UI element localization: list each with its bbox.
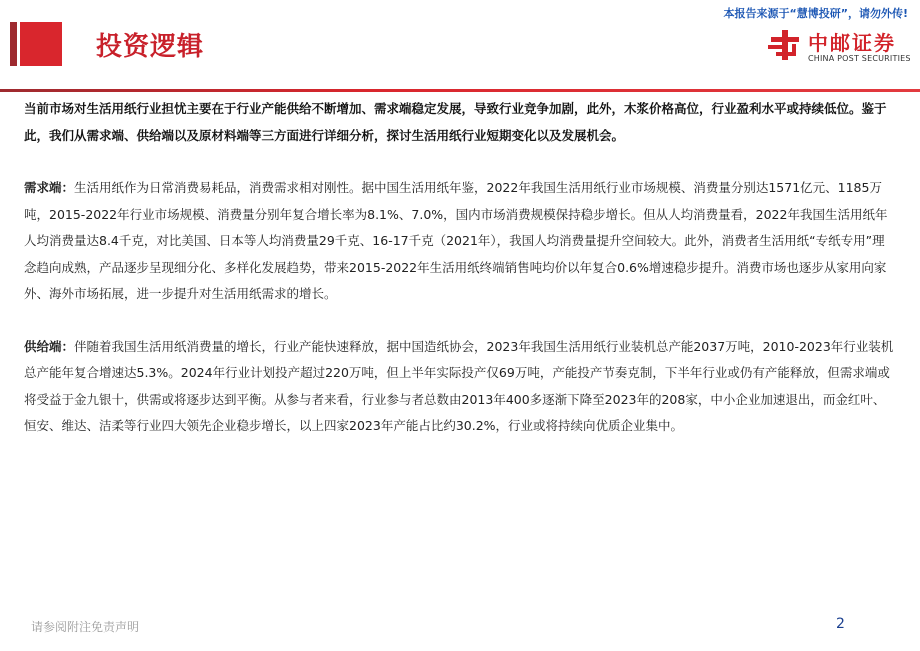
logo-name-en: CHINA POST SECURITIES <box>808 54 911 63</box>
supply-paragraph <box>24 334 894 440</box>
china-post-logo-icon <box>768 28 802 62</box>
supply-text: 伴随着我国生活用纸消费量的增长，行业产能快速释放，据中国造纸协会，2023年我国生活用纸行业装机总产能2037万吨，2010-2023年行业装机总产能年复合增速达5.3%。2024年行业计划投产超过220万吨，但上半年实际投产仅69万吨，产能投产节奏克制，下半年行业或仍有产能释放，但需求端或将受益于金九银十，供需或将逐步达到平衡。从参与者来看，行业参与者总数由2013年400多逐渐下降至2023年的208家，中小企业加速退出，而金红叶、恒安、维达、洁柔等行业四大领先企业稳步增长，以上四家2023年产能占比约30.2%，行业或将持续向优质企业集中。 <box>24 338 894 433</box>
title-accent-bar <box>10 22 62 66</box>
demand-label: 需求端： <box>24 180 75 195</box>
logo-name-cn: 中邮证券 <box>808 31 896 55</box>
demand-text: 生活用纸作为日常消费易耗品，消费需求相对刚性。据中国生活用纸年鉴，2022年我国生活用纸行业市场规模、消费量分别达1571亿元、1185万吨，2015-2022年行业市场规模、消费量分别年复合增长率为8.1%、7.0%，国内市场消费规模保持稳步增长。但从人均消费量看，2022年我国生活用纸年人均消费量达8.4千克，对比美国、日本等人均消费量29千克、16-17千克（2021年），我国人均消费量提升空间较大。此外，消费者生活用纸“专纸专用”理念趋向成熟，产品逐步呈现细分化、多样化发展趋势，带来2015-2022年生活用纸终端销售吨均价以年复合0.6%增速稳步提升。消费市场也逐步从家用向家外、海外市场拓展，进一步提升对生活用纸需求的增长。 <box>24 180 888 301</box>
paragraph-spacer <box>24 308 894 334</box>
demand-paragraph <box>24 175 894 308</box>
paragraph-spacer <box>24 149 894 175</box>
intro-paragraph: 当前市场对生活用纸行业担忧主要在于行业产能供给不断增加、需求端稳定发展，导致行业竞争加剧，此外，木浆价格高位，行业盈利水平或持续低位。鉴于此，我们从需求端、供给端以及原材料端等三方面进行详细分析，探讨生活用纸行业短期变化以及发展机会。 <box>24 101 887 143</box>
disclaimer-note: 请参阅附注免责声明 <box>31 620 140 634</box>
page-number: 2 <box>836 616 845 632</box>
source-note: 本报告来源于“慧博投研”，请勿外传! <box>723 7 908 20</box>
report-body <box>24 96 894 440</box>
china-post-securities-logo <box>768 24 913 68</box>
page-title: 投资逻辑 <box>96 32 205 62</box>
header-divider <box>0 89 920 92</box>
supply-label: 供给端： <box>24 338 75 354</box>
